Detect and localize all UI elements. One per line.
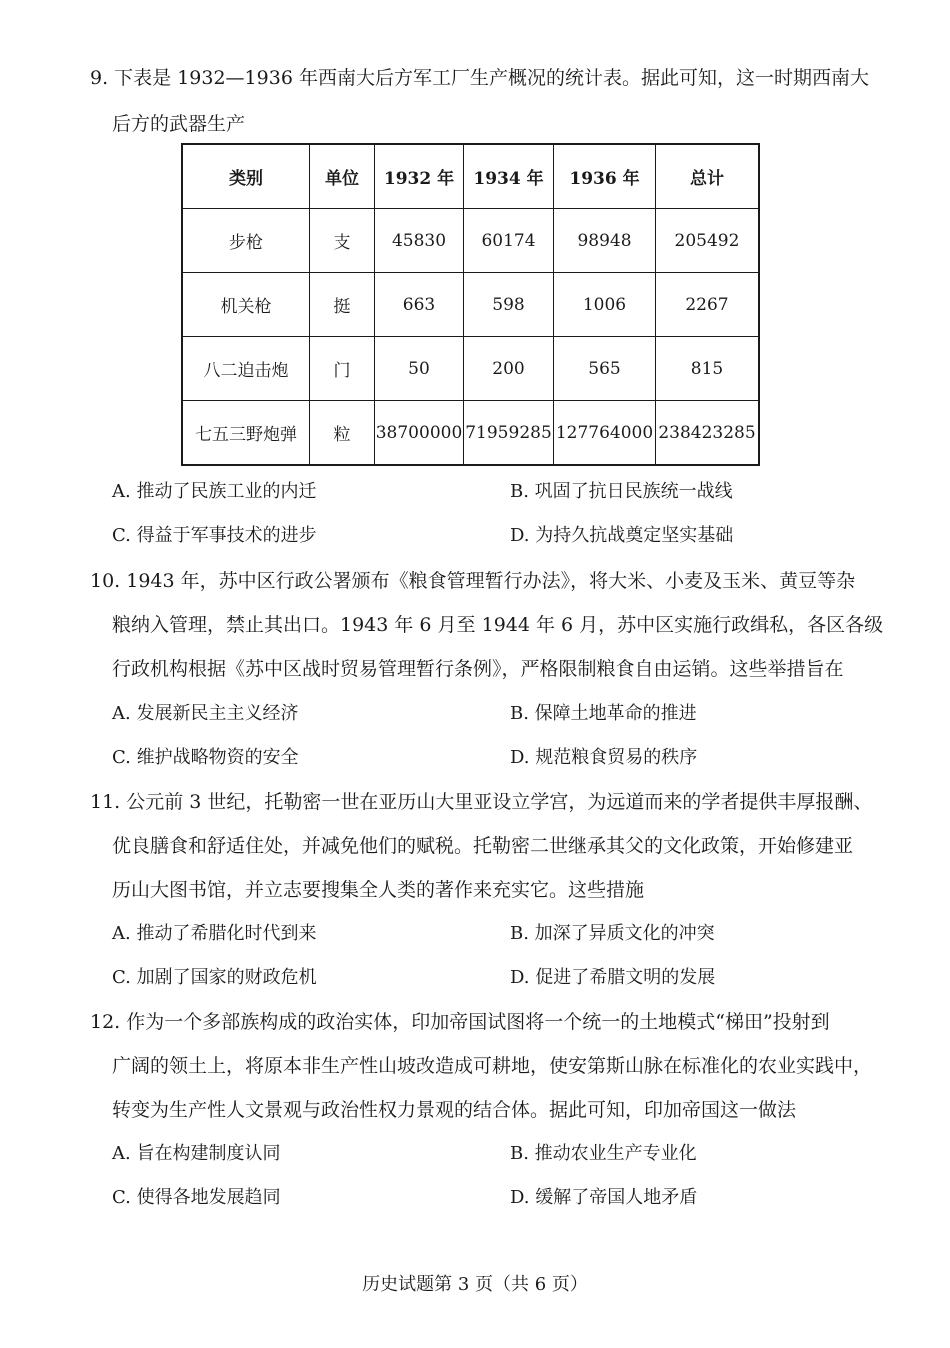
q10-stem-line-3: 行政机构根据《苏中区战时贸易管理暂行条例》，严格限制粮食自由运销。这些举措旨在 (112, 658, 844, 680)
q11-option-d: D. 促进了希腊文明的发展 (510, 967, 716, 988)
table-header-cell: 类别 (182, 144, 310, 209)
table-cell: 565 (554, 337, 656, 401)
table-cell: 598 (464, 273, 554, 337)
table-cell: 238423285 (656, 401, 760, 466)
q9-option-a: A. 推动了民族工业的内迁 (112, 481, 317, 502)
q9-option-d: D. 为持久抗战奠定坚实基础 (510, 525, 734, 546)
table-row (182, 401, 759, 466)
table-header-cell: 1936 年 (554, 144, 656, 209)
q10-option-b: B. 保障土地革命的推进 (510, 703, 697, 724)
q12-stem-line-1: 12. 作为一个多部族构成的政治实体，印加帝国试图将一个统一的土地模式“梯田”投射到 (90, 1011, 830, 1033)
q12-stem-line-2: 广阔的领土上，将原本非生产性山坡改造成可耕地，使安第斯山脉在标准化的农业实践中， (112, 1055, 873, 1077)
table-cell: 71959285 (464, 401, 554, 466)
table-row (182, 273, 759, 337)
table-cell: 步枪 (182, 209, 310, 273)
table-row (182, 209, 759, 273)
q11-stem-line-2: 优良膳食和舒适住处，并减免他们的赋税。托勒密二世继承其父的文化政策，开始修建亚 (112, 835, 854, 857)
table-header-cell: 单位 (310, 144, 375, 209)
q11-option-b: B. 加深了异质文化的冲突 (510, 923, 715, 944)
table-cell: 98948 (554, 209, 656, 273)
q10-stem-line-2: 粮纳入管理，禁止其出口。1943 年 6 月至 1944 年 6 月，苏中区实施行政缉私，各区各级 (112, 614, 884, 636)
table-cell: 38700000 (375, 401, 464, 466)
table-header-cell: 1934 年 (464, 144, 554, 209)
table-cell: 127764000 (554, 401, 656, 466)
page-footer: 历史试题第 3 页（共 6 页） (362, 1274, 588, 1295)
table-cell: 机关枪 (182, 273, 310, 337)
table-header-row (182, 144, 759, 209)
q12-option-b: B. 推动农业生产专业化 (510, 1143, 697, 1164)
table-header-cell: 1932 年 (375, 144, 464, 209)
table-cell: 七五三野炮弹 (182, 401, 310, 466)
q12-stem-line-3: 转变为生产性人文景观与政治性权力景观的结合体。据此可知，印加帝国这一做法 (112, 1099, 797, 1121)
q10-option-c: C. 维护战略物资的安全 (112, 747, 299, 768)
table-header-cell: 总计 (656, 144, 760, 209)
table-cell: 205492 (656, 209, 760, 273)
q9-option-b: B. 巩固了抗日民族统一战线 (510, 481, 733, 502)
table-cell: 45830 (375, 209, 464, 273)
table-cell: 2267 (656, 273, 760, 337)
q10-option-d: D. 规范粮食贸易的秩序 (510, 747, 698, 768)
q11-option-c: C. 加剧了国家的财政危机 (112, 967, 317, 988)
table-cell: 粒 (310, 401, 375, 466)
table-cell: 200 (464, 337, 554, 401)
production-table (181, 143, 760, 466)
q9-stem-line-2: 后方的武器生产 (112, 113, 246, 135)
q12-option-a: A. 旨在构建制度认同 (112, 1143, 281, 1164)
table-cell: 支 (310, 209, 375, 273)
q10-option-a: A. 发展新民主主义经济 (112, 703, 299, 724)
table-row (182, 337, 759, 401)
table-cell: 八二迫击炮 (182, 337, 310, 401)
table-cell: 1006 (554, 273, 656, 337)
q12-option-c: C. 使得各地发展趋同 (112, 1187, 281, 1208)
table-cell: 663 (375, 273, 464, 337)
q9-stem-line-1: 9. 下表是 1932—1936 年西南大后方军工厂生产概况的统计表。据此可知，这一时期西南大 (90, 67, 869, 89)
q11-option-a: A. 推动了希腊化时代到来 (112, 923, 317, 944)
table-cell: 挺 (310, 273, 375, 337)
table-cell: 50 (375, 337, 464, 401)
table-cell: 815 (656, 337, 760, 401)
table-cell: 60174 (464, 209, 554, 273)
q11-stem-line-3: 历山大图书馆，并立志要搜集全人类的著作来充实它。这些措施 (112, 879, 645, 901)
q10-stem-line-1: 10. 1943 年，苏中区行政公署颁布《粮食管理暂行办法》，将大米、小麦及玉米、黄豆等杂 (90, 570, 856, 592)
q12-option-d: D. 缓解了帝国人地矛盾 (510, 1187, 698, 1208)
q11-stem-line-1: 11. 公元前 3 世纪，托勒密一世在亚历山大里亚设立学宫，为远道而来的学者提供丰厚报酬、 (90, 791, 873, 813)
table-cell: 门 (310, 337, 375, 401)
q9-option-c: C. 得益于军事技术的进步 (112, 525, 317, 546)
